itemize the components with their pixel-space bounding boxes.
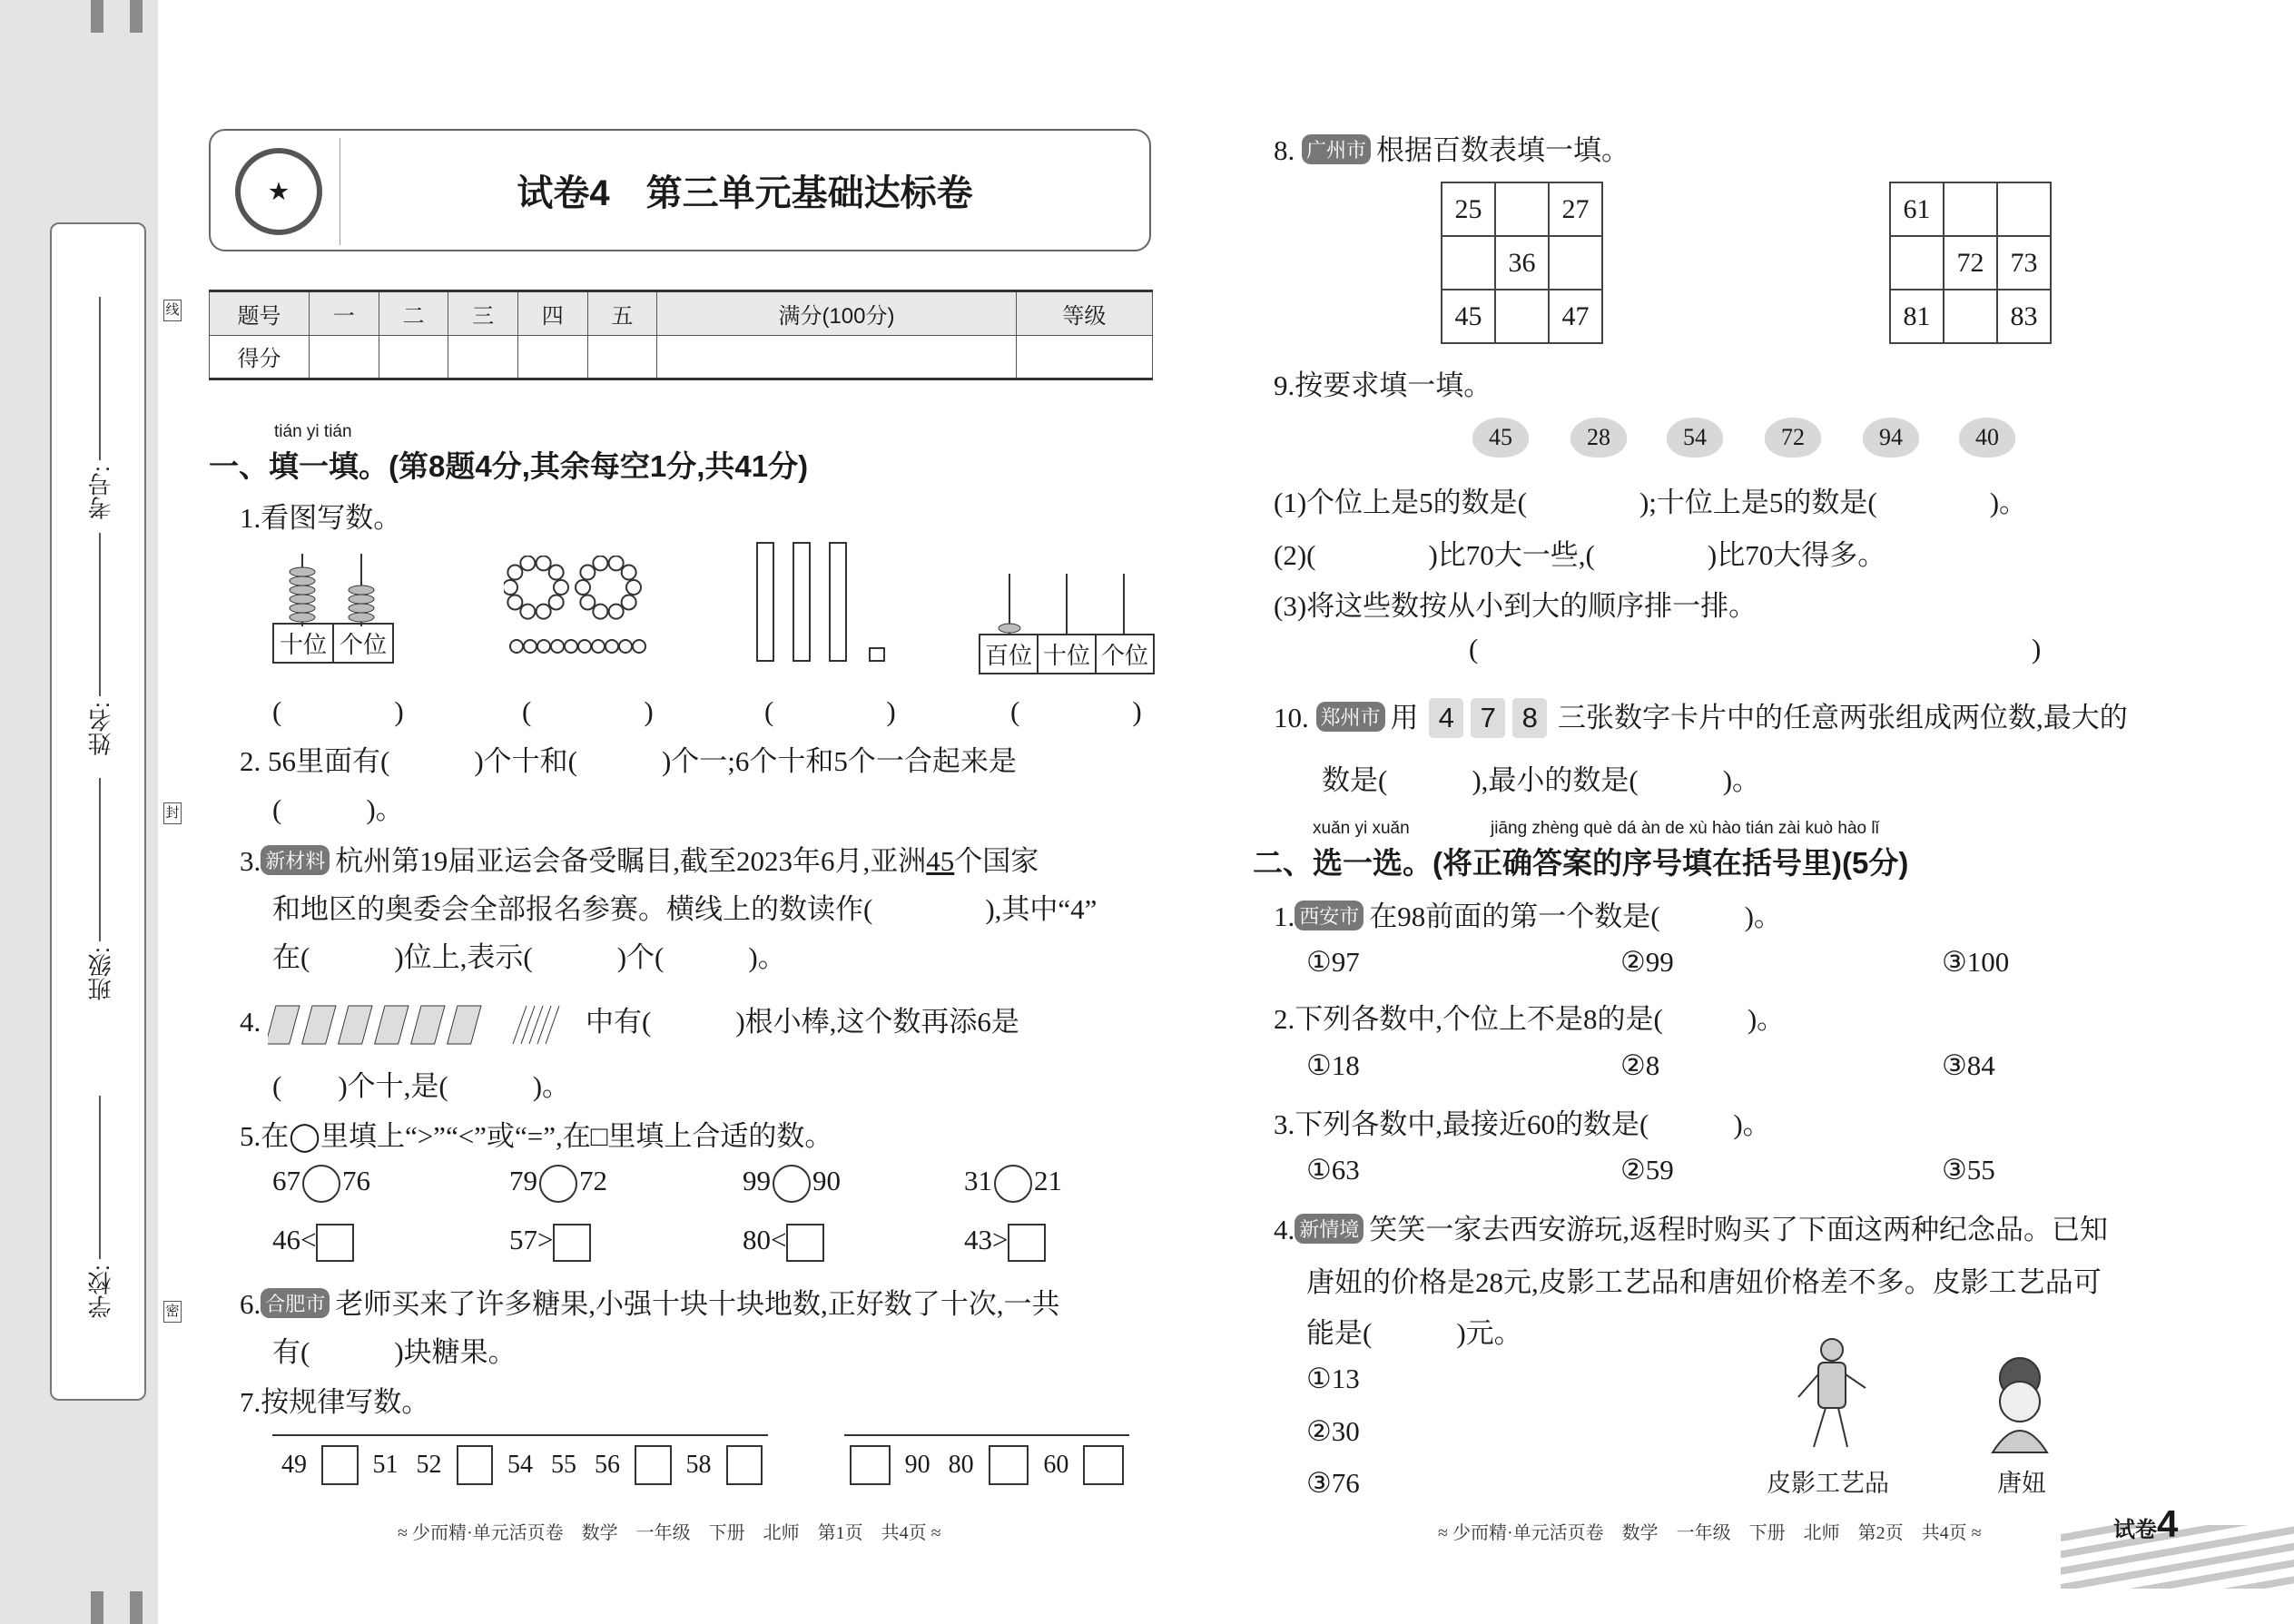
s2-q3-text: 3.下列各数中,最接近60的数是( )。 (1274, 1108, 1771, 1140)
score-input-cell[interactable] (448, 335, 518, 379)
number-line-blank[interactable] (726, 1445, 763, 1485)
number-flower: 72 (1765, 418, 1821, 458)
option-q1[interactable]: ①97 (1306, 946, 1360, 978)
grid-blank-cell[interactable] (1442, 236, 1495, 290)
q1-text: 1.看图写数。 (240, 502, 402, 534)
margin-mark-seal: 封 (163, 802, 182, 824)
box-input[interactable] (1008, 1224, 1046, 1262)
box-input[interactable] (553, 1224, 591, 1262)
box-fill-prefix: 46< (272, 1224, 317, 1256)
grid-blank-cell[interactable] (1495, 182, 1549, 236)
margin-mark-line: 线 (163, 300, 182, 321)
q1-answer-2[interactable]: ( ) (522, 695, 654, 727)
score-header-cell: 三 (448, 291, 518, 336)
number-line-blank[interactable] (635, 1445, 672, 1485)
section1-title: 一、填一填。(第8题4分,其余每空1分,共41分) (209, 449, 809, 483)
box-fill-prefix: 57> (509, 1224, 554, 1256)
q6-line1: 6. 合肥市 老师买来了许多糖果,小强十块十块地数,正好数了十次,一共 (240, 1288, 1060, 1320)
option-q1[interactable]: ③100 (1942, 946, 2010, 978)
score-header-cell: 五 (587, 291, 657, 336)
score-header-cell: 四 (517, 291, 587, 336)
tag-badge: 广州市 (1302, 134, 1371, 164)
crop-mark (91, 0, 103, 33)
score-header-cell: 满分(100分) (657, 291, 1017, 336)
number-flower: 45 (1472, 418, 1529, 458)
class-field[interactable]: 班级: (61, 778, 139, 1000)
score-header-cell: 等级 (1016, 291, 1152, 336)
q8-text: 8. 广州市 根据百数表填一填。 (1274, 134, 1630, 166)
q4-line2: ( )个十,是( )。 (272, 1070, 571, 1102)
number-line-blank[interactable] (989, 1445, 1029, 1485)
score-row-label: 得分 (210, 335, 310, 379)
number-line-value: 55 (551, 1451, 576, 1479)
number-line-value: 49 (281, 1451, 307, 1479)
student-info-box (50, 222, 146, 1401)
compare-right: 90 (812, 1165, 841, 1197)
grid-cell: 25 (1442, 182, 1495, 236)
digit-card: 4 (1429, 698, 1463, 738)
q1-answer-1[interactable]: ( ) (272, 695, 404, 727)
grid-blank-cell[interactable] (1890, 236, 1944, 290)
q9-part3-open[interactable]: ( (1469, 633, 1479, 664)
base-ten-blocks-icon (753, 541, 899, 672)
option-q2[interactable]: ①18 (1306, 1049, 1360, 1081)
q2-line2: ( )。 (272, 793, 404, 825)
footer-left: ≈ 少而精·单元活页卷 数学 一年级 下册 北师 第1页 共4页 ≈ (398, 1523, 941, 1543)
box-fill-item (509, 1224, 591, 1262)
grid-cell: 73 (1997, 236, 2051, 290)
q10-line1: 10. 郑州市 用 4 7 8 三张数字卡片中的任意两张组成两位数,最大的 (1274, 694, 2128, 738)
box-input[interactable] (786, 1224, 824, 1262)
score-input-cell[interactable] (657, 335, 1017, 379)
score-input-cell[interactable] (587, 335, 657, 379)
hundred-chart-grid-2 (1889, 182, 2052, 344)
score-header-cell: 二 (379, 291, 448, 336)
number-line-value: 58 (685, 1451, 712, 1479)
q9-part3-close: ) (2032, 633, 2042, 664)
q9-part2: (2)( )比70大一些,( )比70大得多。 (1274, 539, 1886, 571)
compare-item (509, 1165, 607, 1203)
section2-title: 二、选一选。(将正确答案的序号填在括号里)(5分) (1253, 846, 1909, 880)
section2-pinyin-2: jiāng zhèng què dá àn de xù hào tián zài kuò hào lǐ (1491, 819, 1879, 838)
grid-blank-cell[interactable] (1944, 290, 1997, 343)
compare-right: 21 (1034, 1165, 1062, 1197)
s2-q4-line2: 唐妞的价格是28元,皮影工艺品和唐妞价格差不多。皮影工艺品可 (1306, 1266, 2102, 1298)
tang-niu-doll-image (1977, 1354, 2063, 1454)
compare-right: 72 (579, 1165, 607, 1197)
q2-line1: 2. 56里面有( )个十和( )个一;6个十和5个一合起来是 (240, 745, 1017, 777)
q4-line1: 4. 中有( )根小棒,这个数再添6是 (240, 999, 1019, 1048)
exam-number-field[interactable]: 考号: (61, 297, 139, 519)
grid-cell: 47 (1549, 290, 1602, 343)
paper-badge: 试卷4 (2113, 1502, 2179, 1545)
section2-pinyin-1: xuǎn yi xuǎn (1313, 819, 1410, 838)
tag-badge: 新情境 (1295, 1214, 1364, 1244)
crop-mark (130, 1591, 143, 1624)
score-header-cell: 题号 (210, 291, 310, 336)
number-line-value: 52 (416, 1451, 442, 1479)
s2-q4-line3: 能是( )元。 (1306, 1317, 1522, 1349)
compare-left: 67 (272, 1165, 300, 1197)
score-header-cell: 一 (310, 291, 379, 336)
number-line-blank[interactable] (321, 1445, 359, 1485)
compare-item (743, 1165, 841, 1203)
margin-mark-secret: 密 (163, 1301, 182, 1323)
grid-cell: 27 (1549, 182, 1602, 236)
s2-q2-text: 2.下列各数中,个位上不是8的是( )。 (1274, 1003, 1786, 1035)
number-line-1 (272, 1434, 768, 1485)
box-input[interactable] (316, 1224, 354, 1262)
digit-card: 7 (1471, 698, 1505, 738)
number-flower: 28 (1570, 418, 1627, 458)
number-line-value: 80 (948, 1451, 974, 1479)
score-input-cell[interactable] (310, 335, 379, 379)
hundred-chart-grid-1 (1441, 182, 1603, 344)
q1-answer-4[interactable]: ( ) (1010, 695, 1142, 727)
compare-left: 99 (743, 1165, 771, 1197)
section1-pinyin: tián yi tián (274, 422, 352, 441)
q7-text: 7.按规律写数。 (240, 1386, 430, 1418)
compare-left: 79 (509, 1165, 537, 1197)
footer-right: ≈ 少而精·单元活页卷 数学 一年级 下册 北师 第2页 共4页 ≈ (1438, 1523, 1982, 1543)
q9-part3: (3)将这些数按从小到大的顺序排一排。 (1274, 590, 1757, 622)
score-input-cell[interactable] (379, 335, 448, 379)
grid-cell: 83 (1997, 290, 2051, 343)
option-q3[interactable]: ②59 (1620, 1154, 1674, 1186)
option-q2[interactable]: ③84 (1942, 1049, 1995, 1081)
abacus2-labels: 百位 十位 个位 (979, 634, 1155, 674)
shadow-puppet-image (1791, 1334, 1873, 1456)
q9-part1: (1)个位上是5的数是( );十位上是5的数是( )。 (1274, 487, 2028, 518)
compare-item (964, 1165, 1062, 1203)
score-table (209, 290, 1153, 380)
grid-cell: 72 (1944, 236, 1997, 290)
shadow-puppet-label: 皮影工艺品 (1767, 1470, 1889, 1497)
sticks-bundles-icon (268, 1002, 586, 1048)
compare-circle-input[interactable] (539, 1165, 577, 1203)
page-title: 试卷4 第三单元基础达标卷 (517, 173, 973, 213)
number-flower: 40 (1959, 418, 2015, 458)
grid-cell: 36 (1495, 236, 1549, 290)
number-line-value: 56 (595, 1451, 620, 1479)
q5-text: 5.在◯里填上“>”“<”或“=”,在□里填上合适的数。 (240, 1120, 833, 1152)
box-fill-prefix: 80< (743, 1224, 787, 1256)
grid-cell: 45 (1442, 290, 1495, 343)
tag-badge: 合肥市 (261, 1288, 330, 1318)
q3-line1: 3. 新材料 杭州第19届亚运会备受瞩目,截至2023年6月,亚洲45个国家 (240, 845, 1039, 877)
option-q2[interactable]: ②8 (1620, 1049, 1660, 1081)
logo-seal-icon: ★ (235, 148, 322, 235)
name-field[interactable]: 姓名: (61, 533, 139, 755)
score-input-cell[interactable] (1016, 335, 1152, 379)
score-input-cell[interactable] (517, 335, 587, 379)
s2-q1-text: 1. 西安市 在98前面的第一个数是( )。 (1274, 901, 1782, 932)
grid-blank-cell[interactable] (1495, 290, 1549, 343)
compare-right: 76 (342, 1165, 370, 1197)
box-fill-item (964, 1224, 1046, 1262)
school-field[interactable]: 学校: (61, 1096, 139, 1318)
grid-cell: 61 (1890, 182, 1944, 236)
crop-mark (91, 1591, 103, 1624)
s2-q4-line1: 4. 新情境 笑笑一家去西安游玩,返程时购买了下面这两种纪念品。已知 (1274, 1214, 2109, 1245)
number-line-value: 51 (372, 1451, 399, 1479)
tag-badge: 新材料 (261, 845, 330, 875)
q3-line3: 在( )位上,表示( )个( )。 (272, 941, 786, 973)
number-line-blank[interactable] (457, 1445, 494, 1485)
box-fill-prefix: 43> (964, 1224, 1009, 1256)
number-flower: 94 (1863, 418, 1919, 458)
grid-blank-cell[interactable] (1997, 182, 2051, 236)
number-flower: 54 (1667, 418, 1723, 458)
grid-blank-cell[interactable] (1549, 236, 1602, 290)
paper-header (209, 129, 1151, 251)
compare-item (272, 1165, 370, 1203)
beads-rings-icon (504, 556, 658, 664)
number-line-blank[interactable] (850, 1445, 891, 1485)
tag-badge: 西安市 (1295, 901, 1364, 930)
number-line-2 (844, 1434, 1129, 1485)
number-line-value: 90 (904, 1451, 930, 1479)
number-line-blank[interactable] (1083, 1445, 1124, 1485)
abacus-3-digit-icon (980, 565, 1153, 637)
tag-badge: 郑州市 (1316, 702, 1385, 732)
digit-card: 8 (1512, 698, 1547, 738)
publisher-logo (218, 138, 340, 245)
grid-blank-cell[interactable] (1944, 182, 1997, 236)
q3-line2: 和地区的奥委会全部报名参赛。横线上的数读作( ),其中“4” (272, 893, 1098, 925)
option-q1[interactable]: ②99 (1620, 946, 1674, 978)
compare-left: 31 (964, 1165, 992, 1197)
q9-text: 9.按要求填一填。 (1274, 369, 1492, 401)
option-q3[interactable]: ③55 (1942, 1154, 1995, 1186)
q1-answer-3[interactable]: ( ) (764, 695, 896, 727)
abacus1-labels: 十位 个位 (272, 623, 394, 664)
grid-cell: 81 (1890, 290, 1944, 343)
compare-circle-input[interactable] (994, 1165, 1032, 1203)
crop-mark (130, 0, 143, 33)
compare-circle-input[interactable] (302, 1165, 340, 1203)
tang-niu-label: 唐妞 (1997, 1470, 2046, 1497)
number-line-value: 54 (507, 1451, 533, 1479)
s2-q4-option-1[interactable]: ①13 (1306, 1363, 1360, 1394)
s2-q4-option-2[interactable]: ②30 (1306, 1415, 1360, 1447)
box-fill-item (272, 1224, 354, 1262)
option-q3[interactable]: ①63 (1306, 1154, 1360, 1186)
number-line-value: 60 (1043, 1451, 1069, 1479)
compare-circle-input[interactable] (773, 1165, 811, 1203)
box-fill-item (743, 1224, 824, 1262)
q6-line2: 有( )块糖果。 (272, 1336, 517, 1368)
q10-line2: 数是( ),最小的数是( )。 (1322, 764, 1761, 796)
s2-q4-option-3[interactable]: ③76 (1306, 1467, 1360, 1499)
